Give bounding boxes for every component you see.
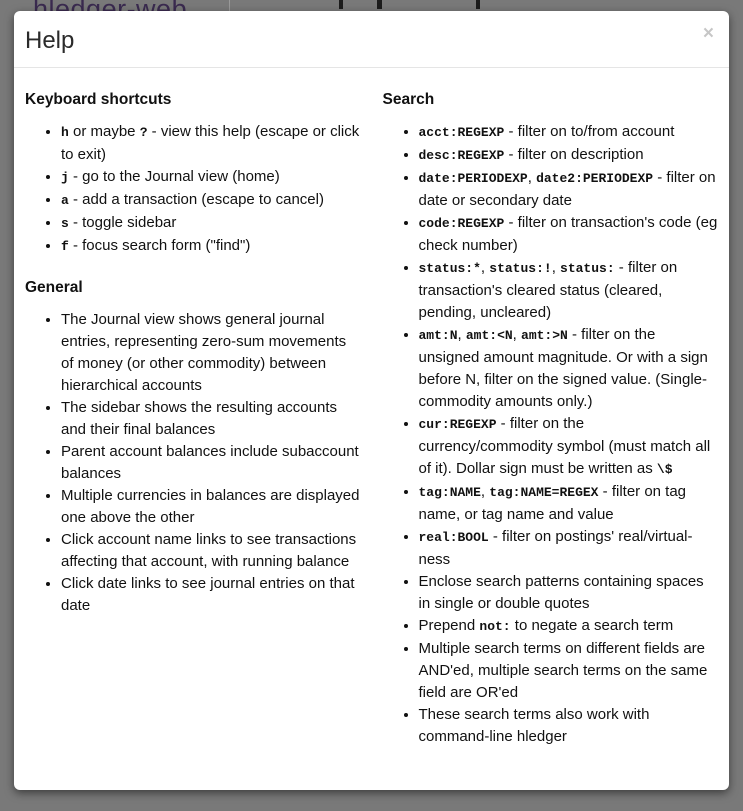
code-token: acct:REGEXP: [418, 125, 505, 140]
code-token: status:*: [418, 261, 481, 276]
code-token: h: [61, 125, 69, 140]
list-item: [419, 704, 719, 748]
text-segment: - filter on date or secondary date: [418, 169, 716, 209]
text-segment: or maybe: [68, 123, 140, 140]
text-segment: to negate a search term: [510, 617, 674, 634]
help-dialog: [14, 11, 729, 790]
list-item: [61, 573, 361, 617]
code-token: status:: [560, 261, 615, 276]
text-segment: ,: [480, 259, 490, 276]
close-icon[interactable]: ×: [702, 23, 714, 44]
text-segment: ,: [512, 326, 522, 343]
text-segment: - add a transaction (escape to cancel): [68, 191, 324, 208]
section-list: [25, 121, 361, 258]
list-item: [419, 615, 719, 638]
code-token: desc:REGEXP: [418, 148, 505, 163]
background-heading-fragment: [476, 0, 480, 9]
text-segment: - view this help (escape or click to exit): [61, 123, 360, 163]
section-heading: Search: [382, 91, 435, 108]
list-item: [61, 529, 361, 573]
list-item: [419, 526, 719, 571]
text-segment: ,: [457, 326, 466, 343]
text-segment: The sidebar shows the resulting accounts and their final balances: [61, 399, 337, 438]
text-segment: Parent account balances include subaccount balances: [61, 443, 359, 482]
list-item: [61, 166, 361, 189]
list-item: [61, 235, 361, 258]
text-segment: ,: [480, 483, 490, 500]
list-item: [61, 121, 361, 166]
text-segment: - filter on the unsigned amount magnitude. Or with a sign before N, filter on the signed value. (Single-commodity amounts only.): [418, 326, 708, 410]
text-segment: Click date links to see journal entries on that date: [61, 575, 355, 614]
help-dialog-header: [14, 11, 729, 68]
code-token: date:PERIODEXP: [418, 171, 528, 186]
list-item: [61, 212, 361, 235]
code-token: tag:NAME=REGEX: [489, 485, 599, 500]
list-item: [419, 212, 719, 257]
list-item: [419, 167, 719, 212]
code-token: real:BOOL: [418, 530, 489, 545]
text-segment: - filter on postings' real/virtual-ness: [418, 528, 693, 568]
code-token: tag:NAME: [418, 485, 481, 500]
list-item: [419, 571, 719, 615]
text-segment: - filter on to/from account: [504, 123, 675, 140]
text-segment: - filter on the currency/commodity symbol (must match all of it). Dollar sign must be written as: [418, 415, 711, 477]
code-token: cur:REGEXP: [418, 417, 497, 432]
list-item: [61, 189, 361, 212]
code-token: amt:N: [418, 328, 458, 343]
code-token: amt:>N: [521, 328, 568, 343]
section-list: [25, 309, 361, 617]
code-token: status:!: [489, 261, 552, 276]
text-segment: Multiple search terms on different fields are AND'ed, multiple search terms on the same field are OR'ed: [418, 640, 708, 701]
code-token: f: [61, 239, 69, 254]
list-item: [419, 413, 719, 481]
text-segment: ,: [551, 259, 561, 276]
help-column-right: [372, 70, 730, 760]
text-segment: - filter on transaction's code (eg check number): [418, 214, 718, 254]
text-segment: - focus search form ("find"): [68, 237, 251, 254]
list-item: [419, 257, 719, 324]
background-heading-fragment: [339, 0, 343, 9]
help-column-left: [14, 70, 372, 760]
text-segment: Enclose search patterns containing spaces in single or double quotes: [418, 573, 704, 612]
text-segment: ,: [527, 169, 537, 186]
list-item: [419, 638, 719, 704]
text-segment: Prepend: [418, 617, 480, 634]
list-item: [419, 324, 719, 413]
text-segment: Click account name links to see transactions affecting that account, with running balance: [61, 531, 357, 570]
list-item: [61, 397, 361, 441]
code-token: s: [61, 216, 69, 231]
text-segment: Multiple currencies in balances are displayed one above the other: [61, 487, 360, 526]
text-segment: These search terms also work with command-line hledger: [418, 706, 650, 745]
text-segment: - filter on transaction's cleared status (cleared, pending, uncleared): [418, 259, 678, 321]
list-item: [419, 144, 719, 167]
text-segment: - toggle sidebar: [68, 214, 177, 231]
code-token: code:REGEXP: [418, 216, 505, 231]
code-token: amt:<N: [465, 328, 513, 343]
code-token: a: [61, 193, 69, 208]
help-dialog-body: [14, 68, 729, 780]
list-item: [419, 121, 719, 144]
list-item: [419, 481, 719, 526]
section-heading: Keyboard shortcuts: [25, 91, 172, 108]
code-token: \$: [656, 462, 673, 477]
list-item: [61, 309, 361, 397]
code-token: j: [61, 170, 69, 185]
code-token: date2:PERIODEXP: [536, 171, 654, 186]
text-segment: - filter on tag name, or tag name and value: [418, 483, 687, 523]
dialog-title: Help: [25, 27, 75, 54]
list-item: [61, 441, 361, 485]
code-token: ?: [139, 125, 148, 140]
text-segment: - go to the Journal view (home): [68, 168, 280, 185]
text-segment: The Journal view shows general journal entries, representing zero-sum movements of money (or other commodity) between hierarchical accounts: [61, 311, 347, 394]
section-heading: General: [25, 279, 83, 296]
code-token: not:: [479, 619, 511, 634]
list-item: [61, 485, 361, 529]
section-list: [383, 121, 719, 748]
background-heading-fragment: [377, 0, 382, 9]
text-segment: - filter on description: [504, 146, 644, 163]
